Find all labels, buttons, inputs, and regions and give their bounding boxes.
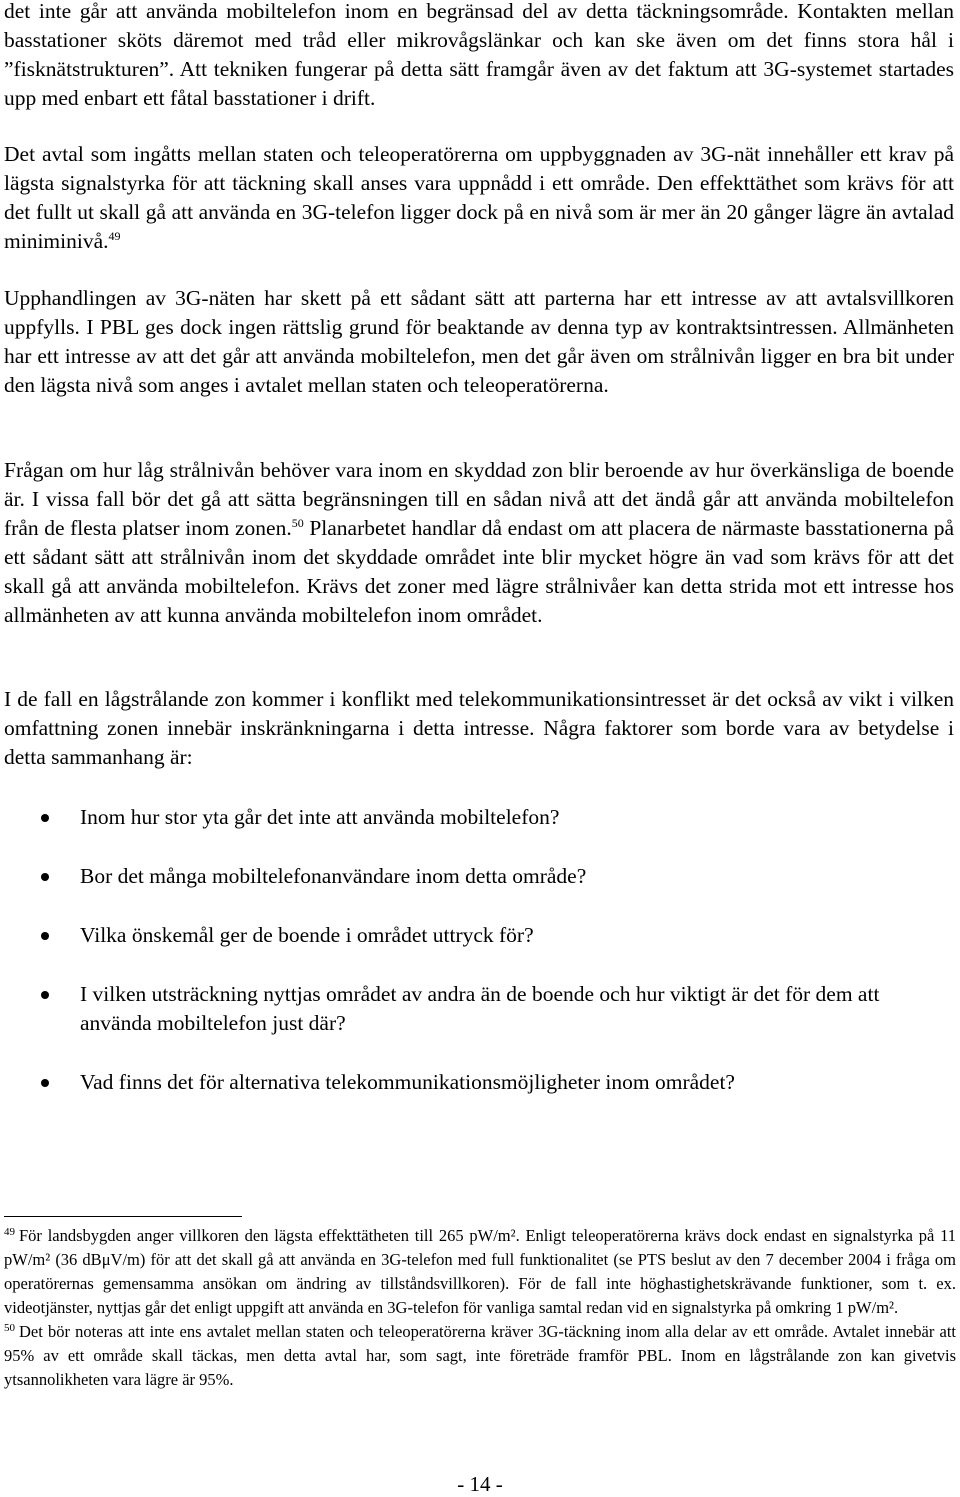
- paragraph-4-text-b: Planarbetet handlar då endast om att placera de närmaste basstationerna på ett sådant sätt att strålnivån inom det skyddade området inte blir mycket högre än vad som krävs för att det skall gå att använda mobiltelefon. Krävs det zoner med lägre strålnivåer kan detta strida mot ett intresse hos allmänheten av att kunna använda mobiltelefon inom området.: [4, 516, 954, 627]
- paragraph-2-text: Det avtal som ingåtts mellan staten och teleoperatörerna om uppbyggnaden av 3G-nät innehåller ett krav på lägsta signalstyrka för att täckning skall anses vara uppnådd i ett område. Den effekttäthet som krävs för att det fullt ut skall gå att använda en 3G-telefon ligger dock på en nivå som är mer än 20 gånger lägre än avtalad miniminivå.: [4, 142, 954, 253]
- bullet-icon: [41, 1079, 49, 1087]
- bullet-icon: [41, 991, 49, 999]
- footnote-ref-49: 49: [108, 229, 121, 243]
- list-item: [4, 921, 954, 950]
- paragraph-2: [4, 140, 954, 256]
- paragraph-4: [4, 456, 954, 630]
- footnote-text: Det bör noteras att inte ens avtalet mellan staten och teleoperatörerna kräver 3G-täckning inom alla delar av ett område. Avtalet innebär att 95% av ett område skall täckas, men detta avtal har, som sagt, inte företräde framför PBL. Inom en lågstrålande zon kan givetvis ytsannolikheten vara lägre är 95%.: [4, 1322, 956, 1389]
- paragraph-1: det inte går att använda mobiltelefon inom en begränsad del av detta täckningsområde. Kontakten mellan basstationer sköts däremot med tråd eller mikrovågslänkar och kan ske även om det finns stora hål i ”fisknätstrukturen”. Att tekniken fungerar på detta sätt framgår även av det faktum att 3G-systemet startades upp med enbart ett fåtal basstationer i drift.: [4, 0, 954, 110]
- footnote-50: [4, 1320, 956, 1392]
- list-item-text: Inom hur stor yta går det inte att använda mobiltelefon?: [80, 805, 560, 829]
- bullet-icon: [41, 932, 49, 940]
- footnote-divider: [4, 1216, 242, 1217]
- list-item: [4, 803, 954, 832]
- list-item-text: Vilka önskemål ger de boende i området uttryck för?: [80, 923, 534, 947]
- footnote-ref-50: 50: [291, 516, 304, 530]
- list-item: [4, 862, 954, 891]
- footnote-number: 50: [4, 1322, 15, 1334]
- footnote-number: 49: [4, 1226, 15, 1238]
- bullet-icon: [41, 814, 49, 822]
- footnotes: [4, 1224, 956, 1392]
- bullet-icon: [41, 873, 49, 881]
- page-number: - 14 -: [457, 1472, 503, 1496]
- bullet-list: [4, 803, 954, 1127]
- footnote-49: [4, 1224, 956, 1320]
- list-item-text: Vad finns det för alternativa telekommunikationsmöjligheter inom området?: [80, 1070, 735, 1094]
- list-item-text: Bor det många mobiltelefonanvändare inom detta område?: [80, 864, 587, 888]
- paragraph-4-text-a: Frågan om hur låg strålnivån behöver vara inom en skyddad zon blir beroende av hur överkänsliga de boende är. I vissa fall bör det gå att sätta begränsningen till en sådan nivå att det ändå går att använda mobiltelefon från de flesta platser inom zonen.: [4, 458, 954, 540]
- list-item: [4, 980, 954, 1038]
- list-item: [4, 1068, 954, 1097]
- paragraph-5: I de fall en lågstrålande zon kommer i konflikt med telekommunikationsintresset är det också av vikt i vilken omfattning zonen innebär inskränkningarna i detta intresse. Några faktorer som borde vara av betydelse i detta sammanhang är:: [4, 687, 954, 769]
- footnote-text: För landsbygden anger villkoren den lägsta effekttätheten till 265 pW/m². Enligt teleoperatörerna krävs dock endast en signalstyrka på 11 pW/m² (36 dBμV/m) för att det skall gå att använda en 3G-telefon med full funktionalitet (se PTS beslut av den 7 december 2004 i fråga om operatörernas gemensamma ansökan om ändring av tillståndsvillkoren). För de fall inte höghastighetskrävande funktioner, som t. ex. videotjänster, nyttjas går det enligt uppgift att använda en 3G-telefon för vanliga samtal redan vid en signalstyrka på omkring 1 pW/m².: [4, 1226, 956, 1317]
- list-item-text: I vilken utsträckning nyttjas området av andra än de boende och hur viktigt är det för dem att använda mobiltelefon just där?: [80, 982, 880, 1035]
- paragraph-3: Upphandlingen av 3G-näten har skett på ett sådant sätt att parterna har ett intresse av att avtalsvillkoren uppfylls. I PBL ges dock ingen rättslig grund för beaktande av denna typ av kontraktsintressen. Allmänheten har ett intresse av att det går att använda mobiltelefon, men det går även om strålnivån ligger en bra bit under den lägsta nivå som anges i avtalet mellan staten och teleoperatörerna.: [4, 286, 954, 397]
